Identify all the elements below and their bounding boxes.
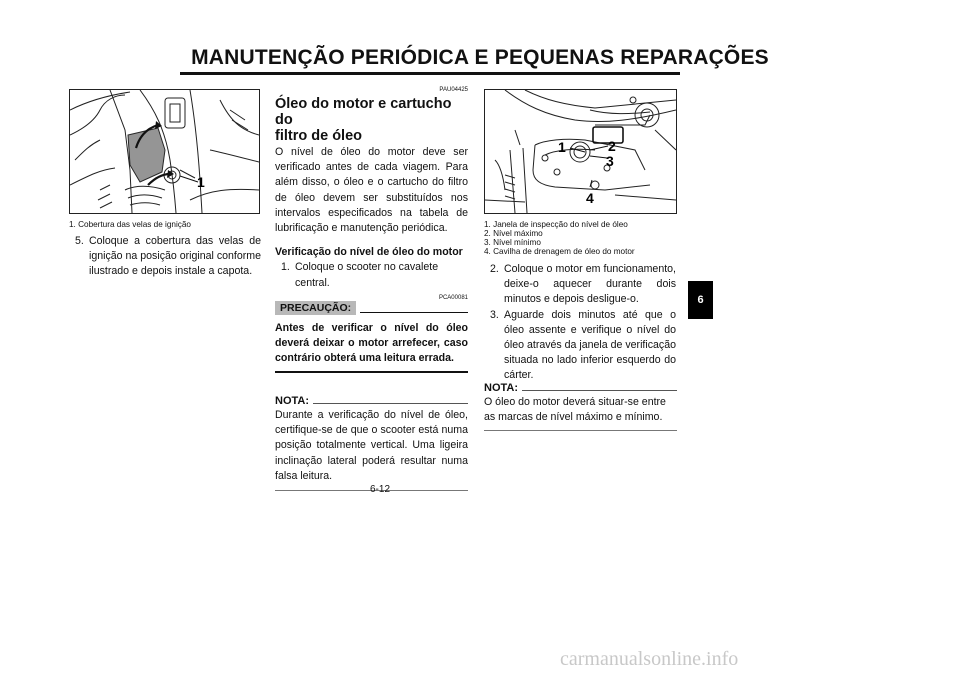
figure-callout-4: 4 xyxy=(586,190,594,206)
figure-captions xyxy=(484,220,684,256)
note-label: NOTA: xyxy=(484,382,519,394)
figure-caption: 1. Cobertura das velas de ignição xyxy=(69,220,191,229)
caution-code: PCA00081 xyxy=(438,294,468,301)
spark-plug-cover-figure xyxy=(69,89,260,214)
spark-plug-cover-illustration xyxy=(70,90,259,213)
title-rule xyxy=(180,72,680,75)
note-text: Durante a verificação do nível de óleo, certifique-se de que o scooter está numa posição totalmente vertical. Uma ligeira inclinação lateral poderá resultar numa falsa leitura. xyxy=(275,408,468,482)
step-number: 2. xyxy=(490,263,499,275)
oil-level-illustration xyxy=(485,90,676,213)
note-header xyxy=(484,382,677,394)
figure-callout-3: 3 xyxy=(606,153,614,169)
section-title-line1: Óleo do motor e cartucho do xyxy=(275,96,452,128)
section-title-line2: filtro de óleo xyxy=(275,128,362,144)
step-text: Aguarde dois minutos até que o óleo assente e verifique o nível do óleo através da janela de verificação situada no lado inferior esquerdo do cárter. xyxy=(504,308,676,382)
caption-item: 1. Janela de inspecção do nível de óleo xyxy=(484,220,628,229)
chapter-tab: 6 xyxy=(688,281,713,319)
step-text: Coloque o scooter no cavalete central. xyxy=(295,261,439,289)
caution-bottom-rule xyxy=(275,371,468,373)
caution-label: PRECAUÇÃO: xyxy=(275,301,356,315)
note-text: O óleo do motor deverá situar-se entre as marcas de nível máximo e mínimo. xyxy=(484,396,666,424)
note-header-rule xyxy=(522,390,677,391)
page-number: 6-12 xyxy=(369,484,390,495)
subheading: Verificação do nível de óleo do motor xyxy=(275,246,463,259)
note-header-rule xyxy=(313,403,468,404)
left-steps xyxy=(75,234,261,280)
note-bottom-rule xyxy=(484,430,677,431)
middle-column xyxy=(275,87,468,491)
step-number: 1. xyxy=(281,261,290,274)
oil-level-figure xyxy=(484,89,677,214)
step-2 xyxy=(490,262,676,308)
step-text: Coloque a cobertura das velas de ignição na posição original conforme ilustrado e depois instale a capota. xyxy=(89,235,261,278)
figure-callout-2: 2 xyxy=(608,138,616,154)
section-code: PAU04425 xyxy=(439,87,468,93)
caption-item: 2. Nível máximo xyxy=(484,229,543,238)
note-label: NOTA: xyxy=(275,394,310,407)
right-note xyxy=(484,382,677,431)
caution-header-rule xyxy=(360,312,468,313)
watermark: carmanualsonline.info xyxy=(560,648,739,670)
caution-text: Antes de verificar o nível do óleo deverá deixar o motor arrefecer, caso contrário obterá uma leitura errada. xyxy=(275,321,468,365)
caption-item: 4. Cavilha de drenagem de óleo do motor xyxy=(484,247,635,256)
caption-item: 3. Nível mínimo xyxy=(484,238,541,247)
step-number: 5. xyxy=(75,235,84,247)
step-text: Coloque o motor em funcionamento, deixe-o aquecer durante dois minutos e depois desligue-o. xyxy=(504,263,676,306)
step-1 xyxy=(275,260,468,290)
step-number: 3. xyxy=(490,308,499,321)
section-intro: O nível de óleo do motor deve ser verificado antes de cada viagem. Para além disso, o óleo e o cartucho do filtro de óleo devem ser substituídos nos intervalos especificados na tabela de lubrificação e manutenção periódica. xyxy=(275,146,468,235)
page-title: MANUTENÇÃO PERIÓDICA E PEQUENAS REPARAÇÕES xyxy=(191,46,769,69)
note-header xyxy=(275,395,468,407)
figure-callout-1: 1 xyxy=(197,174,205,190)
caution-header xyxy=(275,301,468,315)
figure-callout-1: 1 xyxy=(558,139,566,155)
right-steps xyxy=(490,262,676,384)
step-5 xyxy=(75,234,261,280)
step-3 xyxy=(490,308,676,384)
